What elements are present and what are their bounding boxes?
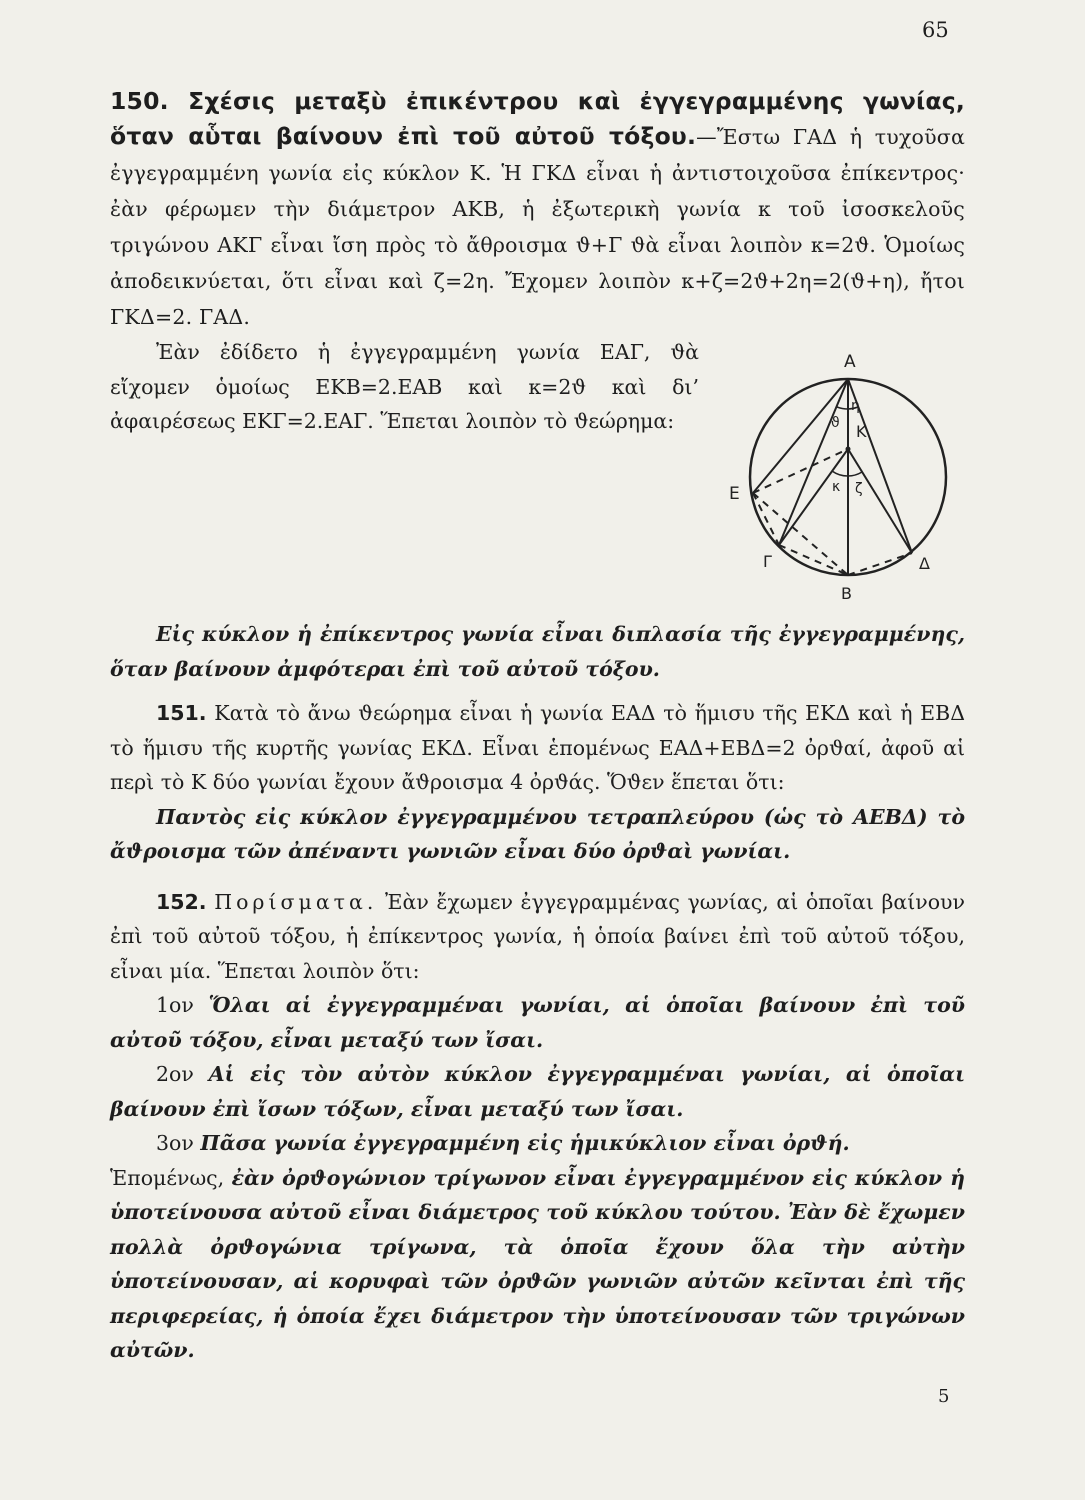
section-151-theorem: Παντὸς εἰς κύκλον ἐγγεγραμμένου τετραπλεύρου (ὡς τὸ ΑΕΒΔ) τὸ ἄϑροισμα τῶν ἀπέναντι γωνιῶν εἶναι δύο ὀρϑαὶ γωνίαι.	[110, 804, 965, 863]
label-B: Β	[841, 584, 852, 603]
dashed-EG	[753, 493, 779, 545]
angle-arc-kappa	[832, 471, 848, 476]
corollary-1-text: Ὅλαι αἱ ἐγγεγραμμέναι γωνίαι, αἱ ὁποῖαι βαίνουν ἐπὶ τοῦ αὐτοῦ τόξου, εἶναι μεταξύ των ἴσαι.	[110, 993, 965, 1052]
page-number: 65	[922, 18, 949, 42]
section-151-paragraph	[110, 696, 965, 800]
corollary-2-label: 2ον	[156, 1062, 194, 1086]
section-150-para2: Ἐὰν ἐδίδετο ἡ ἐγγεγραμμένη γωνία ΕΑΓ, ϑὰ εἴχομεν ὁμοίως ΕΚΒ=2.ΕΑΒ καὶ κ=2ϑ καὶ δι’ ἀφαιρέσεως ΕΚΓ=2.ΕΑΓ. Ἕπεται λοιπὸν τὸ ϑεώρημα:	[110, 340, 699, 433]
corollary-3-text: Πᾶσα γωνία ἐγγεγραμμένη εἰς ἡμικύκλιον εἶναι ὀρϑή.	[200, 1131, 850, 1155]
dashed-GB	[779, 545, 848, 575]
label-A: Α	[844, 352, 856, 372]
circle-figure	[713, 337, 985, 617]
dashed-BD	[848, 553, 912, 575]
label-E: Ε	[729, 484, 740, 504]
angle-zeta: ζ	[855, 481, 863, 497]
section-150-theorem: Εἰς κύκλον ἡ ἐπίκεντρος γωνία εἶναι διπλασία τῆς ἐγγεγραμμένης, ὅταν βαίνουν ἀμφότεραι ἐπὶ τοῦ αὐτοῦ τόξου.	[110, 622, 965, 681]
section-150-heading	[110, 84, 965, 335]
inscribed-angle-diagram	[713, 337, 985, 617]
section-152-number: 152.	[156, 889, 207, 914]
corollary-3	[110, 1126, 965, 1161]
label-G: Γ	[763, 552, 772, 571]
segment-AE	[753, 379, 848, 493]
section-152-intro: Ἐὰν ἔχωμεν ἐγγεγραμμένας γωνίας, αἱ ὁποῖαι βαίνουν ἐπὶ τοῦ αὐτοῦ τόξου, ἡ ἐπίκεντρος γωνία, ἡ ὁποία βαίνει ἐπὶ τοῦ αὐτοῦ τόξου, εἶναι μία. Ἕπεται λοιπὸν ὅτι:	[110, 889, 965, 983]
corollary-2	[110, 1057, 965, 1126]
section-150-title: 150. Σχέσις μεταξὺ ἐπικέντρου καὶ ἐγγεγραμμένης γωνίας, ὅταν αὗται βαίνουν ἐπὶ τοῦ αὐτοῦ τόξου.	[110, 87, 965, 150]
section-152-title: Πορίσματα.	[214, 889, 378, 914]
angle-eta: η	[851, 398, 860, 414]
spacer	[110, 686, 965, 696]
folio-mark: 5	[938, 1386, 950, 1407]
label-K: Κ	[856, 422, 867, 441]
section-150-intro-start: —Ἔστω ΓΑΔ ἡ τυχοῦσα ἐγγεγραμμένη γωνία εἰς κύκλον Κ. Ἡ ΓΚΔ εἶναι ἡ ἀντιστοιχοῦσα ἐπίκεντρος· ἐὰν φέρωμεν τὴν διάμετρον ΑΚΒ, ἡ ἐξωτερικὴ γωνία κ τοῦ ἰσοσκελοῦς τριγώνου ΑΚΓ εἶναι ἴση πρὸς τὸ ἄθροισμα ϑ+Γ ϑὰ εἶναι λοιπὸν κ=2ϑ. Ὁμοίως ἀποδεικνύεται, ὅτι εἶναι καὶ ζ=2η. Ἔχομεν λοιπὸν κ+ζ=2ϑ+2η=2(ϑ+η), ἤτοι ΓΚΔ=2. ΓΑΔ.	[110, 125, 965, 329]
corollary-1	[110, 988, 965, 1057]
angle-theta: ϑ	[831, 415, 840, 431]
corollary-3-continuation	[110, 1161, 965, 1368]
label-D: Δ	[919, 554, 930, 573]
section-152-paragraph	[110, 885, 965, 989]
consequently-word: Ἑπομένως,	[110, 1165, 225, 1190]
angle-arc-zeta	[848, 472, 862, 476]
corollary-1-label: 1ον	[156, 993, 194, 1017]
corollary-2-text: Αἱ εἰς τὸν αὐτὸν κύκλον ἐγγεγραμμέναι γωνίαι, αἱ ὁποῖαι βαίνουν ἐπὶ ἴσων τόξων, εἶναι μεταξύ των ἴσαι.	[110, 1062, 965, 1121]
center-point-K	[846, 447, 851, 452]
spacer	[110, 869, 965, 885]
section-151-number: 151.	[156, 701, 207, 725]
angle-arc-theta	[837, 407, 848, 409]
section-151-text: Κατὰ τὸ ἄνω ϑεώρημα εἶναι ἡ γωνία ΕΑΔ τὸ ἥμισυ τῆς ΕΚΔ καὶ ἡ ΕΒΔ τὸ ἥμισυ τῆς κυρτῆς γωνίας ΕΚΔ. Εἶναι ἑπομένως ΕΑΔ+ΕΒΔ=2 ὀρϑαί, ἀφοῦ αἱ περὶ τὸ Κ δύο γωνίαι ἔχουν ἄϑροισμα 4 ὀρϑάς. Ὅϑεν ἕπεται ὅτι:	[110, 701, 965, 794]
angle-kappa: κ	[832, 479, 841, 495]
right-triangle-statement: ἐὰν ὀρϑογώνιον τρίγωνον εἶναι ἐγγεγραμμένον εἰς κύκλον ἡ ὑποτείνουσα αὐτοῦ εἶναι διάμετρος τοῦ κύκλου τούτου. Ἐὰν δὲ ἔχωμεν πολλὰ ὀρϑογώνια τρίγωνα, τὰ ὁποῖα ἔχουν ὅλα τὴν αὐτὴν ὑποτείνουσαν, αἱ κορυφαὶ τῶν ὀρϑῶν γωνιῶν αὐτῶν κεῖνται ἐπὶ τῆς περιφερείας, ἡ ὁποία ἔχει διάμετρον τὴν ὑποτείνουσαν τῶν τριγώνων αὐτῶν.	[110, 1165, 965, 1362]
corollary-3-label: 3ον	[156, 1131, 194, 1155]
page-text	[110, 84, 965, 1368]
